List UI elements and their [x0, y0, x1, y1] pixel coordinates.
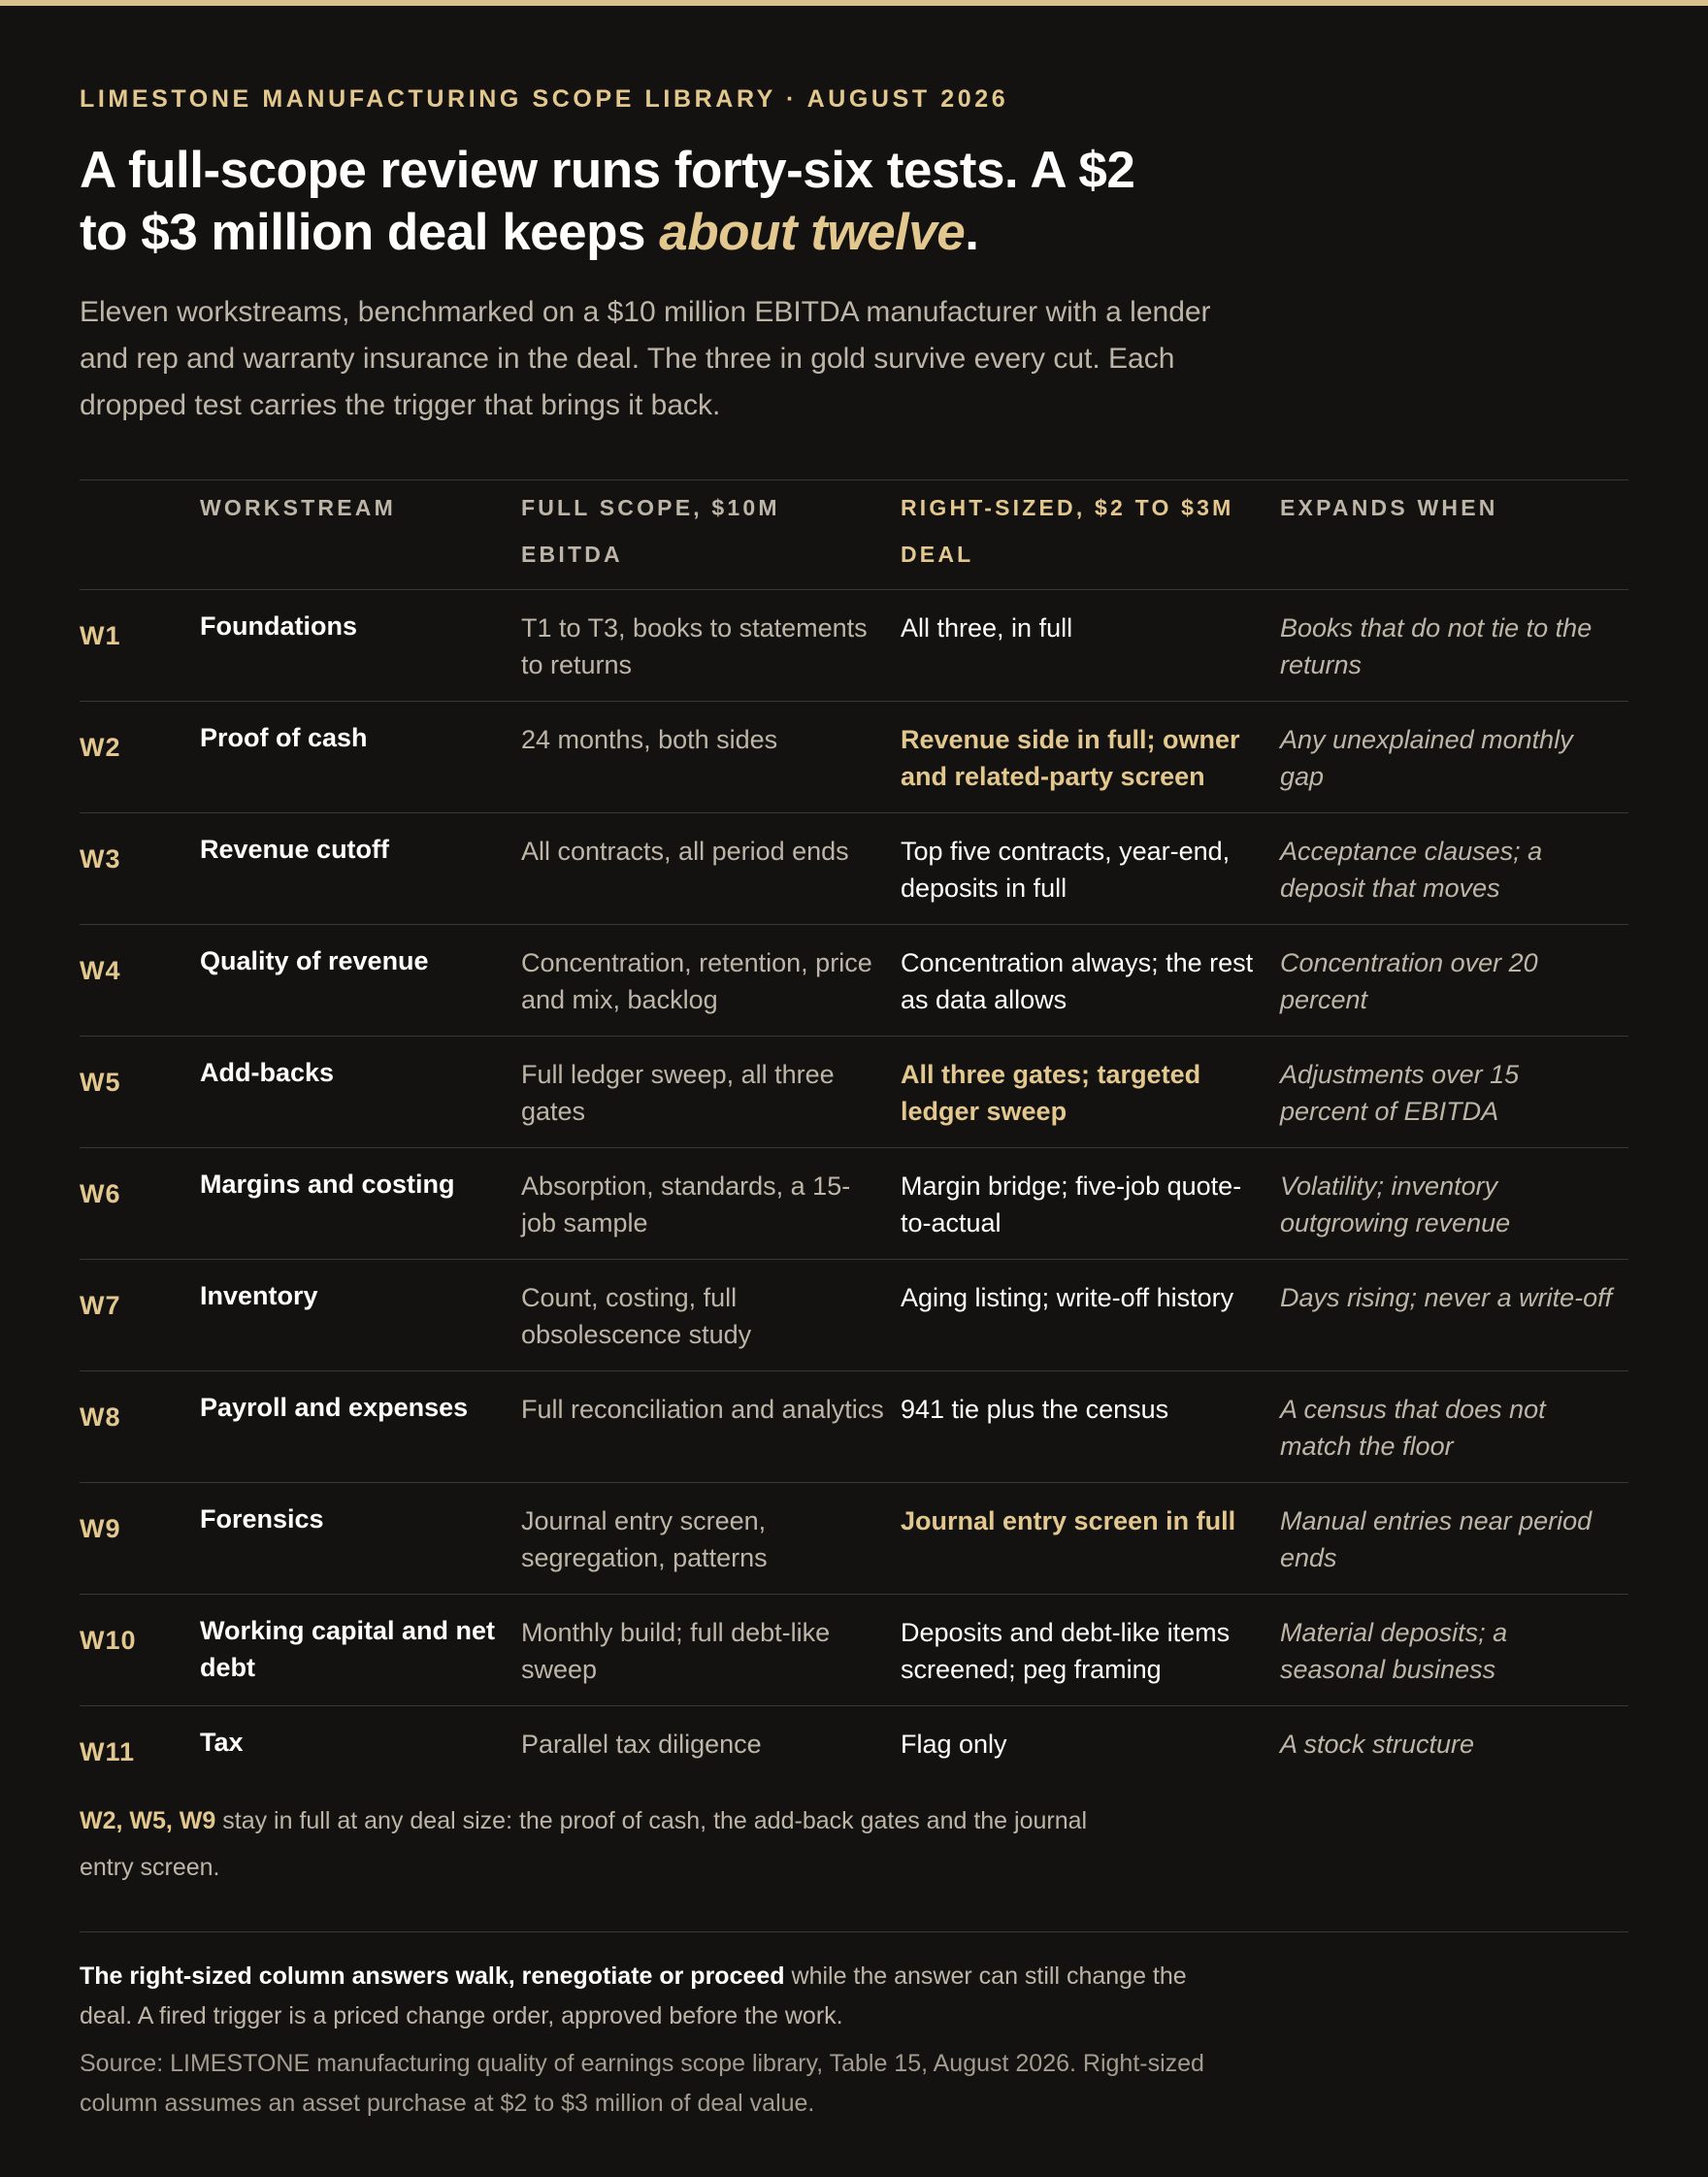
- header-right-sized: RIGHT-SIZED, $2 TO $3M DEAL: [901, 495, 1234, 567]
- workstream-name: Proof of cash: [200, 723, 368, 752]
- expands-when-cell: Material deposits; a seasonal business: [1280, 1618, 1508, 1684]
- right-sized-cell: Margin bridge; five-job quote-to-actual: [901, 1171, 1242, 1237]
- workstream-id: W2: [80, 733, 121, 762]
- expands-when-cell: Books that do not tie to the returns: [1280, 613, 1593, 679]
- workstream-name: Revenue cutoff: [200, 835, 390, 864]
- right-sized-cell: Journal entry screen in full: [901, 1506, 1236, 1535]
- header-workstream: WORKSTREAM: [200, 495, 396, 520]
- expands-when-cell: Concentration over 20 percent: [1280, 948, 1538, 1014]
- expands-when-cell: Manual entries near period ends: [1280, 1506, 1593, 1572]
- full-scope-cell: T1 to T3, books to statements to returns: [521, 613, 868, 679]
- workstream-name: Forensics: [200, 1504, 324, 1534]
- expands-when-cell: A census that does not match the floor: [1280, 1395, 1546, 1461]
- full-scope-cell: Full reconciliation and analytics: [521, 1395, 884, 1424]
- top-accent-rule: [0, 0, 1708, 6]
- table-row: [80, 1148, 1628, 1260]
- workstream-id: W6: [80, 1179, 121, 1208]
- headline-highlight: about twelve: [659, 204, 966, 261]
- workstream-id: W9: [80, 1514, 121, 1543]
- workstream-id: W7: [80, 1291, 121, 1320]
- survivors-note: [80, 1798, 1108, 1891]
- headline: [80, 140, 1147, 264]
- table-row: [80, 1037, 1628, 1148]
- workstream-name: Tax: [200, 1728, 244, 1757]
- survivor-ids: W2, W5, W9: [80, 1807, 216, 1834]
- workstream-id: W3: [80, 844, 121, 874]
- workstream-name: Add-backs: [200, 1058, 335, 1087]
- full-scope-cell: All contracts, all period ends: [521, 837, 849, 866]
- header-expands-when: EXPANDS WHEN: [1280, 495, 1498, 520]
- table-row: [80, 813, 1628, 925]
- dek: Eleven workstreams, benchmarked on a $10 million EBITDA manufacturer with a lender and rep and warranty insurance in the deal. The three in gold survive every cut. Each dropped test carries the trigger that brings it back.: [80, 296, 1211, 421]
- workstream-id: W4: [80, 956, 121, 985]
- source-note: Source: LIMESTONE manufacturing quality of earnings scope library, Table 15, August 2026. Right-sized column assumes an asset purchase at $2 to $3 million of deal value.: [80, 2050, 1204, 2117]
- table-row: [80, 1260, 1628, 1371]
- right-sized-cell: Aging listing; write-off history: [901, 1283, 1234, 1312]
- workstream-id: W10: [80, 1626, 137, 1655]
- workstream-id: W1: [80, 621, 121, 650]
- full-scope-cell: Journal entry screen, segregation, patterns: [521, 1506, 768, 1572]
- expands-when-cell: Adjustments over 15 percent of EBITDA: [1280, 1060, 1520, 1126]
- right-sized-cell: Revenue side in full; owner and related-party screen: [901, 725, 1240, 791]
- right-sized-cell: All three, in full: [901, 613, 1073, 643]
- right-sized-cell: Concentration always; the rest as data allows: [901, 948, 1254, 1014]
- workstream-id: W11: [80, 1737, 136, 1766]
- right-sized-cell: Top five contracts, year-end, deposits in full: [901, 837, 1231, 903]
- expands-when-cell: A stock structure: [1280, 1730, 1475, 1759]
- full-scope-cell: Absorption, standards, a 15-job sample: [521, 1171, 851, 1237]
- closing-lead: The right-sized column answers walk, renegotiate or proceed: [80, 1963, 785, 1990]
- right-sized-cell: All three gates; targeted ledger sweep: [901, 1060, 1201, 1126]
- table-row: [80, 1483, 1628, 1595]
- expands-when-cell: Any unexplained monthly gap: [1280, 725, 1573, 791]
- table-row: [80, 702, 1628, 813]
- table-body: [80, 590, 1628, 1815]
- workstream-name: Inventory: [200, 1281, 318, 1310]
- full-scope-cell: Count, costing, full obsolescence study: [521, 1283, 752, 1349]
- table-header-row: [80, 480, 1628, 590]
- full-scope-cell: Concentration, retention, price and mix, backlog: [521, 948, 872, 1014]
- table-row: [80, 590, 1628, 702]
- right-sized-cell: Flag only: [901, 1730, 1007, 1759]
- table-row: [80, 1595, 1628, 1706]
- headline-tail: .: [965, 204, 979, 261]
- workstream-id: W5: [80, 1068, 121, 1097]
- right-sized-cell: Deposits and debt-like items screened; peg framing: [901, 1618, 1231, 1684]
- survivor-text: stay in full at any deal size: the proof of cash, the add-back gates and the journal entry screen.: [80, 1807, 1088, 1881]
- workstream-name: Quality of revenue: [200, 946, 429, 975]
- closing-text: while the answer can still change the deal. A fired trigger is a priced change order, approved before the work.: [80, 1963, 1187, 2029]
- workstream-name: Margins and costing: [200, 1170, 455, 1199]
- workstream-id: W8: [80, 1402, 121, 1432]
- footer-divider: [80, 1931, 1628, 1932]
- expands-when-cell: Days rising; never a write-off: [1280, 1283, 1613, 1312]
- table-row: [80, 1371, 1628, 1483]
- scope-table: [80, 479, 1628, 1815]
- kicker: LIMESTONE MANUFACTURING SCOPE LIBRARY · AUGUST 2026: [80, 85, 1009, 113]
- closing-note: [80, 1957, 1244, 2036]
- right-sized-cell: 941 tie plus the census: [901, 1395, 1169, 1424]
- full-scope-cell: Parallel tax diligence: [521, 1730, 762, 1759]
- header-full-scope: FULL SCOPE, $10M EBITDA: [521, 495, 780, 567]
- workstream-name: Working capital and net debt: [200, 1616, 496, 1682]
- expands-when-cell: Acceptance clauses; a deposit that moves: [1280, 837, 1543, 903]
- workstream-name: Payroll and expenses: [200, 1393, 469, 1422]
- table-row: [80, 925, 1628, 1037]
- full-scope-cell: Monthly build; full debt-like sweep: [521, 1618, 831, 1684]
- header-id: [80, 480, 200, 590]
- headline-lead: A full-scope review runs forty-six tests. A $2 to $3 million deal keeps: [80, 142, 1135, 261]
- full-scope-cell: 24 months, both sides: [521, 725, 778, 754]
- workstream-name: Foundations: [200, 611, 357, 641]
- expands-when-cell: Volatility; inventory outgrowing revenue: [1280, 1171, 1511, 1237]
- full-scope-cell: Full ledger sweep, all three gates: [521, 1060, 835, 1126]
